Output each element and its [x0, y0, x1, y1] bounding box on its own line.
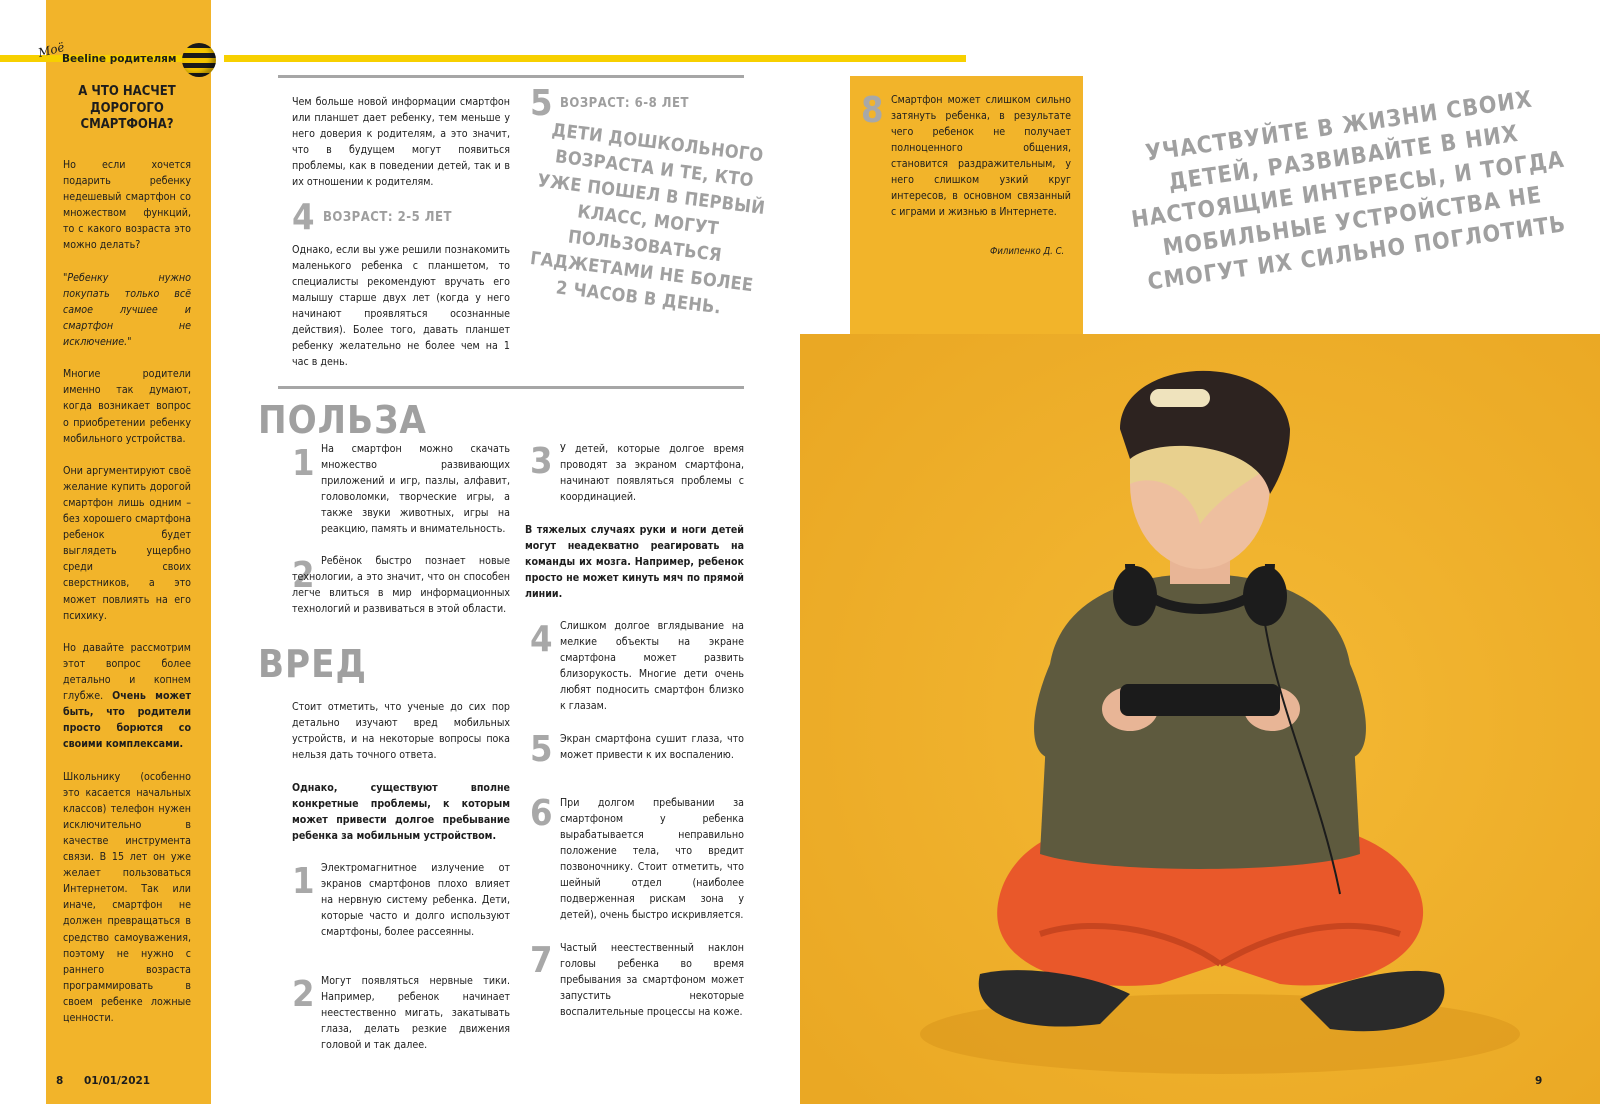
highlight-text: Смартфон может слишком сильно затянуть ребенка, в результате чего ребенок не получает полноценного общения, становится раздражительным, у него слишком узкий круг интересов, в основном связанный с играми и жизнью в Интернете.: [891, 94, 1071, 218]
header-rule-right: [224, 55, 966, 62]
item-number: 5: [530, 729, 553, 770]
benefit-item: Ребёнок быстро познает новые технологии, а это значит, что он способен легче влиться в мир информационных технологий и развиваться в этой области.: [292, 555, 510, 615]
age-label: ВОЗРАСТ: 2-5 ЛЕТ: [323, 210, 452, 225]
author-signature: Филипенко Д. С.: [990, 246, 1065, 257]
brand-name: Beeline родителям: [62, 53, 177, 65]
harm-item: Экран смартфона сушит глаза, что может привести к их воспалению.: [560, 733, 744, 761]
sidebar-paragraph: Но если хочется подарить ребенку недешевый смартфон со множеством функций, то с какого возраста это можно делать?: [63, 159, 191, 252]
age-number: 5: [530, 83, 553, 124]
brand-prefix: Моё: [36, 39, 66, 61]
top-rule: [278, 75, 744, 78]
page-number-left: 8: [56, 1075, 64, 1087]
harm-intro: Стоит отметить, что ученые до сих пор детально изучают вред мобильных устройств, и на некоторые вопросы пока нельзя дать точного ответа.: [292, 701, 510, 761]
benefit-item: На смартфон можно скачать множество развивающих приложений и игр, пазлы, алфавит, головоломки, творческие игры, а также звуки животных, игры на реакцию, память и внимательность.: [321, 443, 510, 535]
sidebar-paragraph: Школьнику (особенно это касается начальных классов) телефон нужен исключительно в качестве инструмента связи. В 15 лет он уже желает пользоваться Интернетом. Так или иначе, смартфон не должен превращаться в средство самоуважения, поэтому не нужно с раннего возраста программировать в своем ребенке ложные ценности.: [63, 770, 191, 1024]
boy-with-phone-photo: [800, 334, 1600, 1104]
sidebar-text-bold: Очень может быть, что родители просто борются со своими комплексами.: [63, 690, 191, 751]
sidebar-paragraph: Они аргументируют своё желание купить дорогой смартфон лишь одним – без хорошего смартфона ребенок будет выглядеть ущербно среди своих сверстников, а это может повлиять на его психику.: [63, 464, 191, 622]
age-label: ВОЗРАСТ: 6-8 ЛЕТ: [560, 96, 689, 111]
brand-header: [36, 39, 218, 73]
item-number: 1: [292, 861, 315, 902]
harm-item: Электромагнитное излучение от экранов смартфонов плохо влияет на нервную систему ребенка. Дети, которые часто и долго используют смартфоны, более рассеянны.: [321, 862, 510, 938]
item-number: 7: [530, 940, 553, 981]
harm-item: Частый неестественный наклон головы ребенка во время пребывания за смартфоном может запустить некоторые воспалительные процессы на коже.: [560, 942, 744, 1018]
sidebar-paragraph: Многие родители именно так думают, когда возникает вопрос о приобретении ребенку мобильного устройства.: [63, 368, 191, 445]
item-number: 3: [530, 441, 553, 482]
sidebar-text: [63, 157, 191, 1042]
harm-item: Могут появляться нервные тики. Например, ребенок начинает неестественно мигать, закатывать глаза, делать резкие движения головой и так далее.: [321, 975, 510, 1051]
beeline-logo-icon: [182, 43, 216, 77]
sidebar-paragraph: [63, 640, 191, 753]
item-number: 4: [530, 619, 553, 660]
closing-quote: УЧАСТВУЙТЕ В ЖИЗНИ СВОИХ ДЕТЕЙ, РАЗВИВАЙТЕ В НИХ НАСТОЯЩИЕ ИНТЕРЕСЫ, И ТОГДА МОБИЛЬНЫЕ УСТРОЙСТВА НЕ СМОГУТ ИХ СИЛЬНО ПОГЛОТИТЬ: [1129, 86, 1568, 296]
issue-date: 01/01/2021: [84, 1075, 151, 1087]
item-number: 1: [292, 443, 315, 484]
age-number: 4: [292, 197, 315, 238]
benefit-heading: ПОЛЬЗА: [258, 398, 427, 442]
pull-quote: ДЕТИ ДОШКОЛЬНОГО ВОЗРАСТА И ТЕ, КТО УЖЕ ПОШЕЛ В ПЕРВЫЙ КЛАСС, МОГУТ ПОЛЬЗОВАТЬСЯ ГАДЖЕТАМИ НЕ БОЛЕЕ 2 ЧАСОВ В ДЕНЬ.: [529, 119, 767, 319]
age-paragraph: Однако, если вы уже решили познакомить маленького ребенка с планшетом, то специалисты рекомендуют вручать его малышу старше двух лет (когда у него начинают проявляться осознанные действия). Более того, давать планшет ребенку желательно не более чем на 1 час в день.: [292, 244, 510, 368]
harm-item: У детей, которые долгое время проводят за экраном смартфона, начинают появляться проблемы с координацией.: [560, 443, 744, 503]
harm-heading: ВРЕД: [258, 642, 367, 686]
sidebar-title: А ЧТО НАСЧЕТ ДОРОГОГО СМАРТФОНА?: [78, 84, 176, 132]
page-number-right: 9: [1535, 1075, 1543, 1087]
photo-illustration: [800, 334, 1600, 1104]
harm-item: При долгом пребывании за смартфоном у ребенка вырабатывается неправильно положение тела, что вредит позвоночнику. Стоит отметить, что шейный отдел (наиболее подверженная рискам зона у детей), очень быстро искривляется.: [560, 797, 744, 921]
item-number: 6: [530, 793, 553, 834]
sidebar-quote: "Ребенку нужно покупать только всё самое лучшее и смартфон не исключение.": [63, 271, 191, 349]
item-number: 2: [292, 974, 315, 1015]
harm-item: Слишком долгое вглядывание на мелкие объекты на экране смартфона может развить близорукость. Многие дети очень любят подносить смартфон близко к глазам.: [560, 620, 744, 712]
col4-bold: В тяжелых случаях руки и ноги детей могут неадекватно реагировать на команды их мозга. Например, ребенок просто не может кинуть мяч по прямой линии.: [525, 524, 744, 600]
item-number: 2: [292, 555, 315, 596]
item-number: 8: [861, 90, 884, 131]
intro-paragraph: Чем больше новой информации смартфон или планшет дает ребенку, тем меньше у него доверия к родителям, а это значит, что в будущем могут появиться проблемы, как в поведении детей, так и в их отношении к родителям.: [292, 96, 510, 188]
sidebar-text-plain: Но давайте рассмотрим этот вопрос более детально и копнем глубже.: [63, 641, 191, 703]
section-rule: [278, 386, 744, 389]
harm-bold: Однако, существуют вполне конкретные проблемы, к которым может привести долгое пребывание ребенка за мобильным устройством.: [292, 782, 510, 842]
